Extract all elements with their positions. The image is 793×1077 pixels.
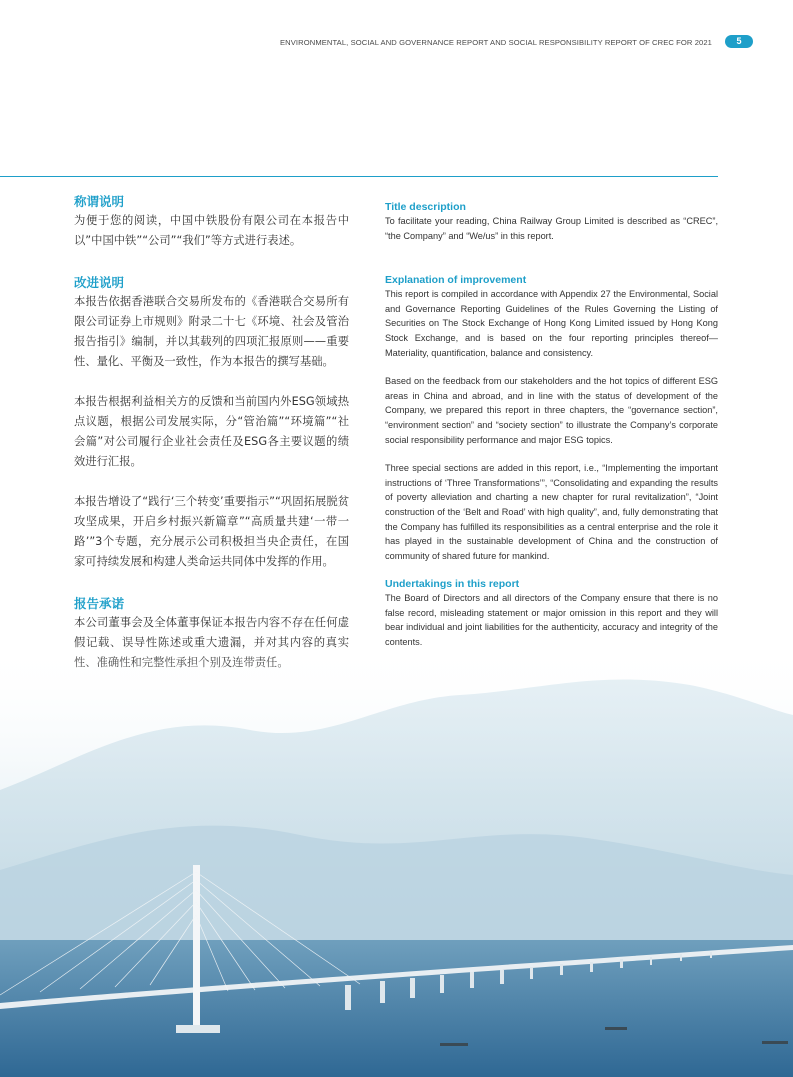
zh-improve-paragraph-3: 本报告增设了“践行‘三个转变’重要指示”“巩固拓展脱贫攻坚成果，开启乡村振兴新篇章”“高质量共建‘一带一路’”3个专题，充分展示公司积极担当央企责任，在国家可持续发展和构建人类命运共同体中发挥的作用。 [74, 495, 349, 568]
english-column [385, 200, 718, 650]
en-improve-heading: Explanation of improvement [385, 274, 527, 287]
en-commit-heading: Undertakings in this report [385, 578, 520, 591]
en-improve-paragraph-2: Based on the feedback from our stakeholders and the hot topics of different ESG areas in China and abroad, and in line with the status of development of the Company, we prepared this report in three chapters, the “governance section”, “environment section” and “society section” to illustrate the Company’s corporate social responsibility performance and major ESG topics. [385, 376, 718, 445]
zh-improve-paragraph-1: 本报告依据香港联合交易所发布的《香港联合交易所有限公司证券上市规则》附录二十七《环境、社会及管治报告指引》编制，并以其载列的四项汇报原则——重要性、量化、平衡及一致性，作为本报告的撰写基础。 [74, 295, 349, 368]
en-commit-text: The Board of Directors and all directors of the Company ensure that there is no false record, misleading statement or major omission in this report and they will bear individual and joint liabilities for the authenticity, accuracy and integrity of the [385, 593, 718, 633]
report-running-title: ENVIRONMENTAL, SOCIAL AND GOVERNANCE REPORT AND SOCIAL RESPONSIBILITY REPORT OF CREC FOR 2021 [280, 38, 712, 47]
chinese-column [74, 193, 349, 673]
zh-commit-text: 本公司董事会及全体董事保证本报告内容不存在任何虚 [74, 616, 349, 629]
tower-base [176, 1025, 220, 1033]
en-improve-paragraph-1: This report is compiled in accordance with Appendix 27 the Environmental, Social and Governance Reporting Guidelines of the Rules Governing the Listing of Securities on The Stock Exchange of Hong Kong Limited issued by Hong Kong Stock Exchange, and is based on the four reporting principles thereof—Materiality, quantification, balance and consistency. [385, 289, 718, 358]
header-divider [0, 176, 718, 177]
zh-title-text: 为便于您的阅读，中国中铁股份有限公司在本报告中以”中国中铁”“公司”“我们”等方式进行表述。 [74, 214, 349, 247]
zh-improve-heading: 改进说明 [74, 275, 125, 290]
page-number-badge: 5 [725, 35, 753, 48]
bridge-landscape-illustration [0, 640, 793, 1077]
zh-commit-heading: 报告承诺 [74, 596, 125, 611]
en-title-heading: Title description [385, 201, 466, 213]
sea [0, 940, 793, 1077]
zh-title-heading: 称谓说明 [74, 194, 125, 209]
bridge-tower [193, 865, 200, 1030]
en-improve-paragraph-3: Three special sections are added in this report, i.e., “Implementing the important instructions of ‘Three Transformations’”, “Consolidating and expanding the results of poverty alleviation and charting a new chapter for rural revitalization”, “Joint construction of the ‘Belt and Road’ with high quality”, and, fully demonstrating that the Company has fulfilled its responsibilities as a central enterprise and the role it has played in the sustainable development of China and the construction of community of shared future for mankind. [385, 463, 718, 561]
en-title-text: To facilitate your reading, China Railway Group Limited is described as “CREC”, “the Company” and “We/us” in this report. [385, 216, 718, 241]
zh-improve-paragraph-2: 本报告根据利益相关方的反馈和当前国内外ESG领域热点议题，根据公司发展实际，分“管治篇”“环境篇”“社会篇”对公司履行企业社会责任及ESG各主要议题的绩效进行汇报。 [74, 395, 349, 468]
